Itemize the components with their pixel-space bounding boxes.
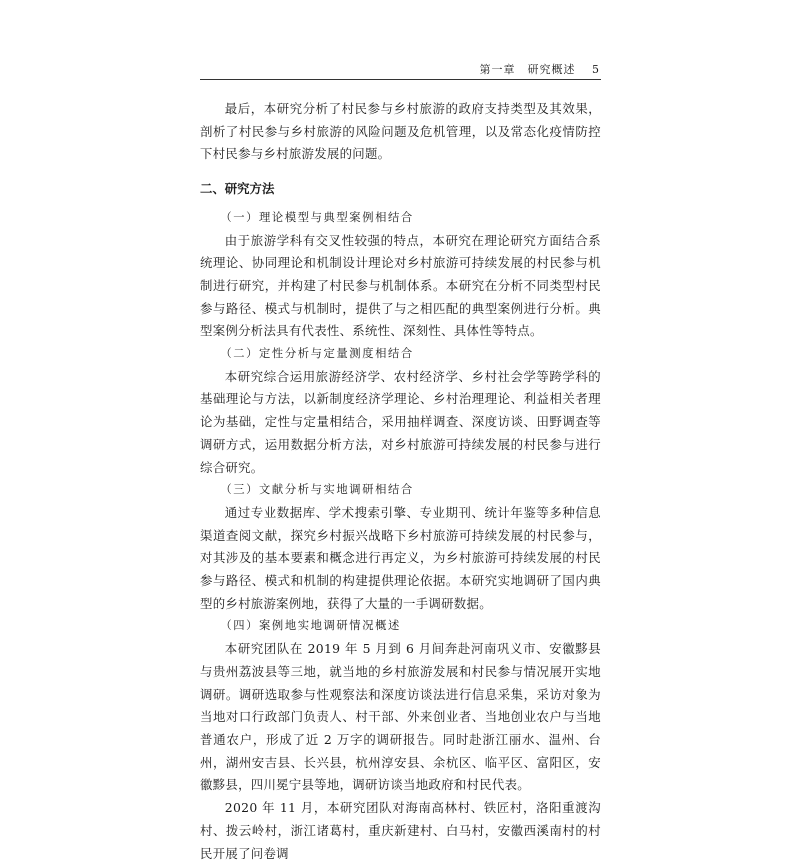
intro-paragraph: 最后，本研究分析了村民参与乡村旅游的政府支持类型及其效果，剖析了村民参与乡村旅游的风险问题及危机管理，以及常态化疫情防控下村民参与乡村旅游发展的问题。 bbox=[200, 101, 601, 162]
body-text bbox=[200, 98, 601, 865]
header-rule bbox=[200, 79, 601, 80]
subsection-heading-4: （四）案例地实地调研情况概述 bbox=[220, 619, 401, 633]
subsection-paragraph-1: 由于旅游学科有交叉性较强的特点，本研究在理论研究方面结合系统理论、协同理论和机制设计理论对乡村旅游可持续发展的村民参与机制进行研究，并构建了村民参与机制体系。本研究在分析不同类型村民参与路径、模式与机制时，提供了与之相匹配的典型案例进行分析。典型案例分析法具有代表性、系统性、深刻性、具体性等特点。 bbox=[200, 232, 601, 339]
chapter-title: 第一章 研究概述 bbox=[479, 63, 576, 76]
subsection-paragraph-3: 通过专业数据库、学术搜索引擎、专业期刊、统计年鉴等多种信息渠道查阅文献，探究乡村振兴战略下乡村旅游可持续发展的村民参与，对其涉及的基本要素和概念进行再定义，为乡村旅游可持续发展的村民参与路径、模式和机制的构建提供理论依据。本研究实地调研了国内典型的乡村旅游案例地，获得了大量的一手调研数据。 bbox=[200, 504, 601, 611]
section-heading: 二、研究方法 bbox=[200, 181, 275, 197]
page-number: 5 bbox=[592, 63, 600, 76]
subsection-heading-1: （一）理论模型与典型案例相结合 bbox=[220, 210, 414, 224]
subsection-heading-2: （二）定性分析与定量测度相结合 bbox=[220, 347, 414, 361]
subsection-heading-3: （三）文献分析与实地调研相结合 bbox=[220, 483, 414, 497]
subsection-paragraph-5: 2020 年 11 月，本研究团队对海南高林村、铁匠村，洛阳重渡沟村、拨云岭村，浙江诸葛村，重庆新建村、白马村，安徽西溪南村的村民开展了问卷调 bbox=[200, 800, 601, 861]
running-header bbox=[200, 61, 600, 77]
subsection-paragraph-2: 本研究综合运用旅游经济学、农村经济学、乡村社会学等跨学科的基础理论与方法，以新制度经济学理论、乡村治理理论、利益相关者理论为基础，定性与定量相结合，采用抽样调查、深度访谈、田野调查等调研方式，运用数据分析方法，对乡村旅游可持续发展的村民参与进行综合研究。 bbox=[200, 368, 601, 475]
subsection-paragraph-4: 本研究团队在 2019 年 5 月到 6 月间奔赴河南巩义市、安徽黟县与贵州荔波县等三地，就当地的乡村旅游发展和村民参与情况展开实地调研。调研选取参与性观察法和深度访谈法进行信息采集，采访对象为当地对口行政部门负责人、村干部、外来创业者、当地创业农户与当地普通农户，形成了近 2 万字的调研报告。同时赴浙江丽水、温州、台州，湖州安吉县、长兴县，杭州淳安县、余杭区、临平区、富阳区，安徽黟县，四川冕宁县等地，调研访谈当地政府和村民代表。 bbox=[200, 641, 601, 793]
